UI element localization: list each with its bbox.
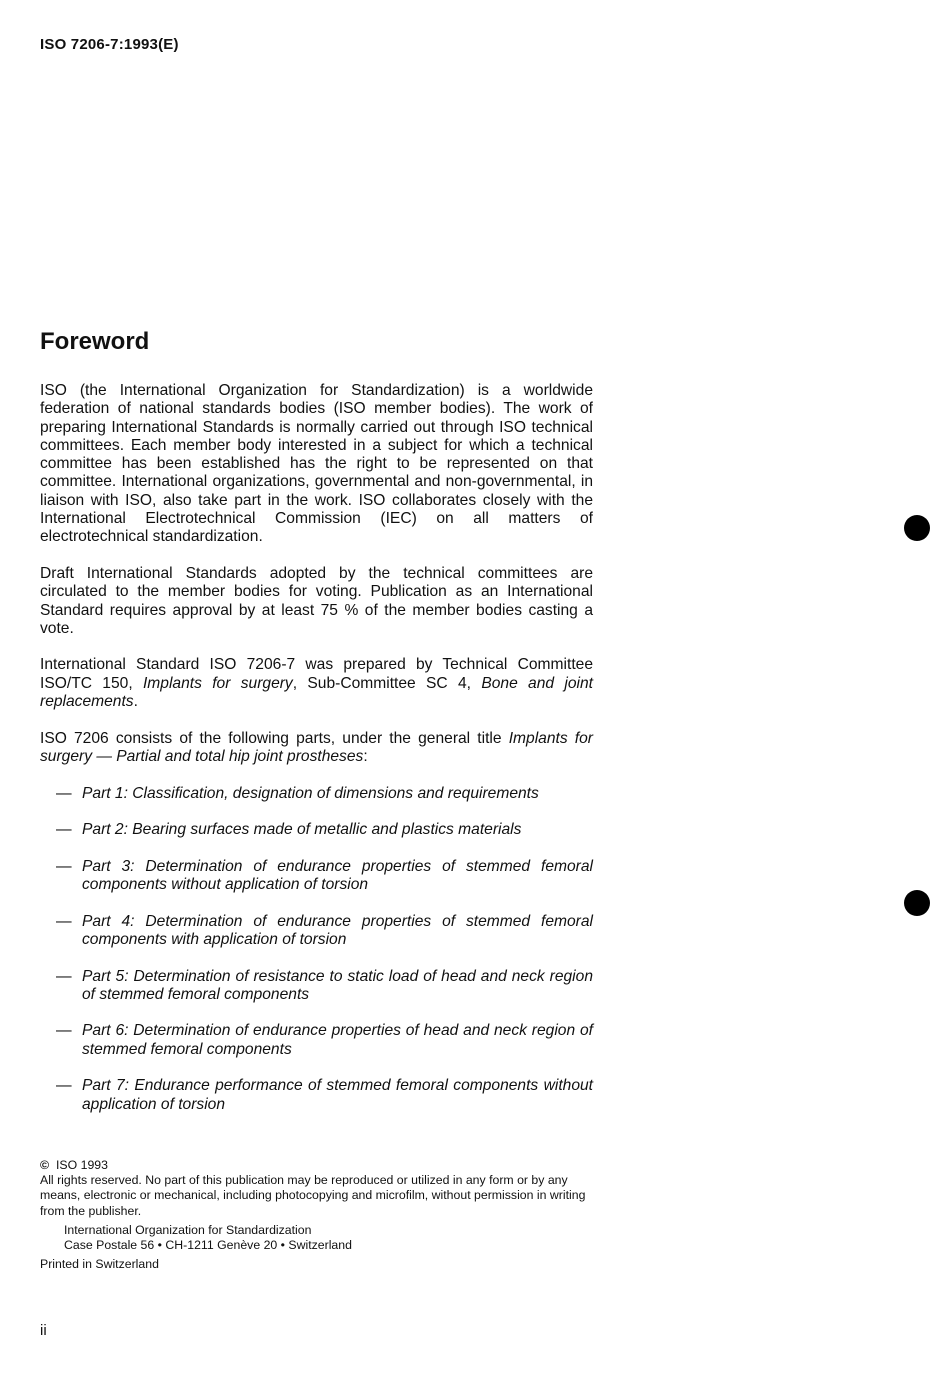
publisher-org: International Organization for Standardization [64,1222,312,1237]
committee-title: Implants for surgery [142,674,293,692]
paragraph-iso-intro: ISO (the International Organization for Standardization) is a worldwide federation of national standards bodies (ISO member bodies). The work of preparing International Standards is normally carried out through ISO technical committees. Each member body interested in a subject for which a technical committee has been established has the right to be represented on that committee. International organizations, governmental and non-governmental, in liaison with ISO, also take part in the work. ISO collaborates closely with the International Electrotechnical Commission (IEC) on all matters of electrotechnical standardization. [40,382,593,546]
list-dash: — [56,967,72,985]
list-item [40,858,593,895]
committee-text-3: . [133,693,138,711]
paragraph-committee [40,656,593,711]
subcommittee-title: Bone and joint replacements [40,674,594,711]
list-item [40,913,593,950]
publisher-address: Case Postale 56 • CH-1211 Genève 20 • Switzerland [64,1238,352,1253]
list-item-text: Part 6: Determination of endurance properties of head and neck region of stemmed femoral components [82,1022,593,1058]
copyright-year: ISO 1993 [56,1158,108,1172]
general-title: Implants for surgery — Partial and total hip joint prostheses [40,729,593,765]
committee-text-2: , Sub-Committee SC 4, [292,674,482,692]
copyright-block [40,1158,596,1272]
margin-bullet-icon [904,515,930,541]
list-item-text: Part 5: Determination of resistance to static load of head and neck region of stemmed femoral components [82,967,593,1003]
list-item-text: Part 4: Determination of endurance properties of stemmed femoral components with application of torsion [82,912,593,948]
list-dash: — [56,1077,72,1095]
list-item-text: Part 7: Endurance performance of stemmed femoral components without application of torsion [82,1077,593,1113]
list-item [40,968,593,1005]
list-item-text: Part 1: Classification, designation of dimensions and requirements [82,784,539,802]
page-number: ii [40,1322,47,1339]
foreword-body [40,382,593,1132]
list-item-text: Part 2: Bearing surfaces made of metallic and plastics materials [82,821,522,839]
parts-intro-text-2: : [363,747,368,765]
list-item [40,821,593,839]
page-title: Foreword [40,328,150,355]
list-dash: — [56,1022,72,1040]
list-item-text: Part 3: Determination of endurance properties of stemmed femoral components without application of torsion [82,857,593,894]
margin-bullet-icon [904,890,930,916]
list-dash: — [56,784,72,802]
document-reference: ISO 7206-7:1993(E) [40,36,179,53]
paragraph-parts-intro [40,730,593,767]
list-dash: — [56,912,72,930]
list-item [40,785,593,803]
committee-text-1: International Standard ISO 7206-7 was prepared by Technical Committee ISO/TC 150, [40,656,593,692]
list-item [40,1022,593,1059]
copyright-line [40,1158,596,1173]
paragraph-voting: Draft International Standards adopted by the technical committees are circulated to the member bodies for voting. Publication as an International Standard requires approval by at least 75 % of the member bodies casting a vote. [40,564,593,637]
printed-in: Printed in Switzerland [40,1257,159,1272]
parts-intro-text-1: ISO 7206 consists of the following parts, under the general title [40,729,509,747]
list-item [40,1077,593,1114]
rights-statement: All rights reserved. No part of this publication may be reproduced or utilized in any form or by any means, electronic or mechanical, including photocopying and microfilm, without permission in writing from the publisher. [40,1173,586,1218]
list-dash: — [56,857,72,875]
copyright-symbol: © [40,1158,50,1172]
list-dash: — [56,821,72,839]
parts-list [40,785,593,1114]
